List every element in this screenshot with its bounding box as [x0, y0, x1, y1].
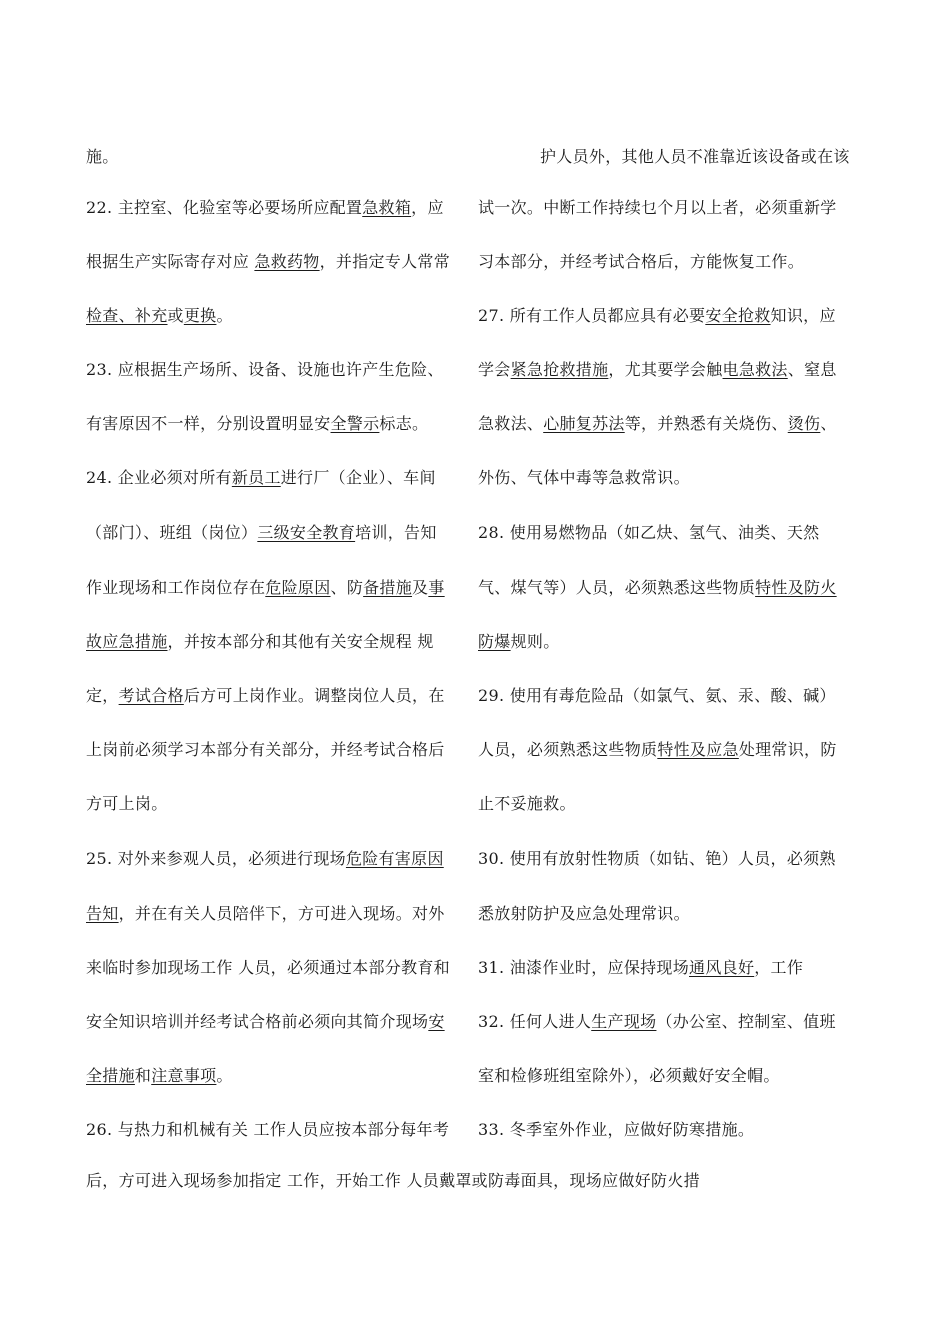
text-run: 施。 [86, 147, 119, 166]
text-run: 。 [216, 306, 233, 325]
text-run: 来临时参加现场工作 人员，必须通过本部分教育和 [86, 958, 450, 977]
right-line [478, 252, 804, 272]
text-run: 人员，必须熟悉这些物质 [478, 740, 658, 759]
underlined-term: 心肺复苏法 [543, 414, 625, 433]
right-line [478, 306, 836, 326]
right-line [478, 958, 803, 978]
text-run: ，并指定专人常常 [319, 252, 450, 271]
left-line [86, 198, 444, 218]
left-line [86, 468, 436, 488]
text-run: ，工作 [754, 958, 804, 977]
right-line [478, 1066, 780, 1086]
left-line [86, 686, 445, 706]
text-run: 31. 油漆作业时，应保持现场 [478, 958, 690, 977]
right-line [478, 198, 837, 218]
text-run: 安全知识培训并经考试合格前必须向其简介现场 [86, 1012, 429, 1031]
text-run: 外伤、气体中毒等急救常识。 [478, 468, 690, 487]
text-run: 28. 使用易燃物品（如乙炔、氢气、油类、天然 [478, 523, 820, 542]
underlined-term: 检查、补充 [86, 306, 168, 325]
text-run: ，并按本部分和其他有关安全规程 规 [167, 632, 434, 651]
left-line [86, 904, 445, 924]
right-line [478, 523, 819, 543]
left-line [86, 360, 444, 380]
text-run: 进行厂（企业）、车间 [280, 468, 436, 487]
underlined-term: 紧急抢救措施 [510, 360, 609, 379]
underlined-term: 电急救法 [722, 360, 788, 379]
underlined-term: 备措施 [363, 578, 413, 597]
right-line [478, 740, 837, 760]
text-run: 27. 所有工作人员都应具有必要 [478, 306, 706, 325]
right-line [478, 904, 690, 924]
left-line [86, 414, 428, 434]
left-line [86, 306, 233, 326]
left-line [86, 958, 450, 978]
right-line [478, 414, 837, 434]
underlined-term: 防爆 [478, 632, 511, 651]
left-line [86, 578, 445, 598]
bottom-line [86, 1171, 700, 1191]
right-line [478, 686, 836, 706]
left-line [86, 1012, 445, 1032]
text-run: 24. 企业必须对所有 [86, 468, 232, 487]
text-run: 标志。 [379, 414, 429, 433]
underlined-term: 三级安全教育 [257, 523, 356, 542]
text-run: （办公室、控制室、值班 [656, 1012, 836, 1031]
underlined-term: 注意事项 [151, 1066, 217, 1085]
right-line [478, 1120, 754, 1140]
text-run: 、窒息 [787, 360, 837, 379]
text-run: 处理常识，防 [738, 740, 837, 759]
left-line [86, 1066, 233, 1086]
text-run: 。 [216, 1066, 233, 1085]
underlined-term: 生产现场 [591, 1012, 657, 1031]
text-run: 护人员外，其他人员不准靠近该设备或在该 [540, 147, 850, 166]
left-line [86, 849, 444, 869]
right-line [478, 578, 837, 598]
text-run: 培训，告知 [355, 523, 437, 542]
underlined-term: 安 [428, 1012, 445, 1031]
underlined-term: 危险原因 [265, 578, 331, 597]
text-run: 后，方可进入现场参加指定 工作，开始工作 人员戴罩或防毒面具，现场应做好防火措 [86, 1171, 700, 1190]
underlined-term: 烫伤 [787, 414, 821, 433]
text-run: 30. 使用有放射性物质（如钻、铯）人员，必须熟 [478, 849, 836, 868]
underlined-term: 全措施 [86, 1066, 135, 1085]
text-run: 、 [820, 414, 837, 433]
underlined-term: 告知 [86, 904, 119, 923]
text-run: 作业现场和工作岗位存在 [86, 578, 266, 597]
text-run: 或 [167, 306, 184, 325]
text-run: 等，并熟悉有关烧伤、 [624, 414, 788, 433]
text-run: 试一次。中断工作持续乜个月以上者，必须重新学 [478, 198, 837, 217]
text-run: 方可上岗。 [86, 794, 168, 813]
text-run: 止不妥施救。 [478, 794, 576, 813]
text-run: 习本部分，并经考试合格后，方能恢复工作。 [478, 252, 805, 271]
left-line [86, 147, 119, 167]
left-line [86, 252, 450, 272]
text-run: 29. 使用有毒危险品（如氯气、氨、汞、酸、碱） [478, 686, 836, 705]
left-line [86, 523, 437, 543]
underlined-term: 急救药物 [254, 252, 320, 271]
text-run: 学会 [478, 360, 511, 379]
right-line [478, 468, 690, 488]
underlined-term: 故应急措施 [86, 632, 168, 651]
text-run: 规则。 [510, 632, 560, 651]
text-run: 25. 对外来参观人员，必须进行现场 [86, 849, 346, 868]
text-run: 、防 [330, 578, 364, 597]
text-run: 根据生产实际寄存对应 [86, 252, 255, 271]
text-run: （部门）、班组（岗位） [86, 523, 258, 542]
text-run: 有害原因不一样，分别设置明显安 [86, 414, 331, 433]
text-run: 26. 与热力和机械有关 工作人员应按本部分每年考 [86, 1120, 450, 1139]
text-run: 急救法、 [478, 414, 544, 433]
text-run: 悉放射防护及应急处理常识。 [478, 904, 690, 923]
text-run: 22. 主控室、化验室等必要场所应配置 [86, 198, 363, 217]
text-run: 室和检修班组室除外），必须戴好安全帽。 [478, 1066, 780, 1085]
text-run: 气、煤气等）人员，必须熟悉这些物质 [478, 578, 756, 597]
underlined-term: 全警示 [330, 414, 380, 433]
text-run: 及 [412, 578, 429, 597]
text-run: 定， [86, 686, 119, 705]
text-run: 32. 任何人进人 [478, 1012, 592, 1031]
underlined-term: 事 [428, 578, 445, 597]
underlined-term: 急救箱 [362, 198, 412, 217]
right-line [478, 360, 837, 380]
text-run: ，并在有关人员陪伴下，方可进入现场。对外 [118, 904, 445, 923]
text-run: 上岗前必须学习本部分有关部分，并经考试合格后 [86, 740, 445, 759]
underlined-term: 特性及应急 [657, 740, 739, 759]
text-run: 和 [134, 1066, 152, 1085]
right-line [478, 632, 560, 652]
right-line [478, 1012, 836, 1032]
underlined-term: 特性及防火 [755, 578, 837, 597]
right-line [540, 147, 850, 167]
left-line [86, 632, 434, 652]
text-run: ，应 [411, 198, 444, 217]
underlined-term: 危险有害原因 [345, 849, 444, 868]
right-line [478, 794, 576, 814]
text-run: 知识，应 [770, 306, 836, 325]
text-run: 33. 冬季室外作业，应做好防寒措施。 [478, 1120, 755, 1139]
left-line [86, 1120, 449, 1140]
text-run: 23. 应根据生产场所、设备、设施也许产生危险、 [86, 360, 444, 379]
underlined-term: 新员工 [231, 468, 281, 487]
right-line [478, 849, 836, 869]
text-run: ，尤其要学会触 [608, 360, 723, 379]
underlined-term: 安全抢救 [705, 306, 771, 325]
left-line [86, 740, 445, 760]
text-run: 后方可上岗作业。调整岗位人员，在 [183, 686, 445, 705]
left-line [86, 794, 168, 814]
underlined-term: 通风良好 [689, 958, 755, 977]
underlined-term: 更换 [183, 306, 217, 325]
underlined-term: 考试合格 [118, 686, 184, 705]
